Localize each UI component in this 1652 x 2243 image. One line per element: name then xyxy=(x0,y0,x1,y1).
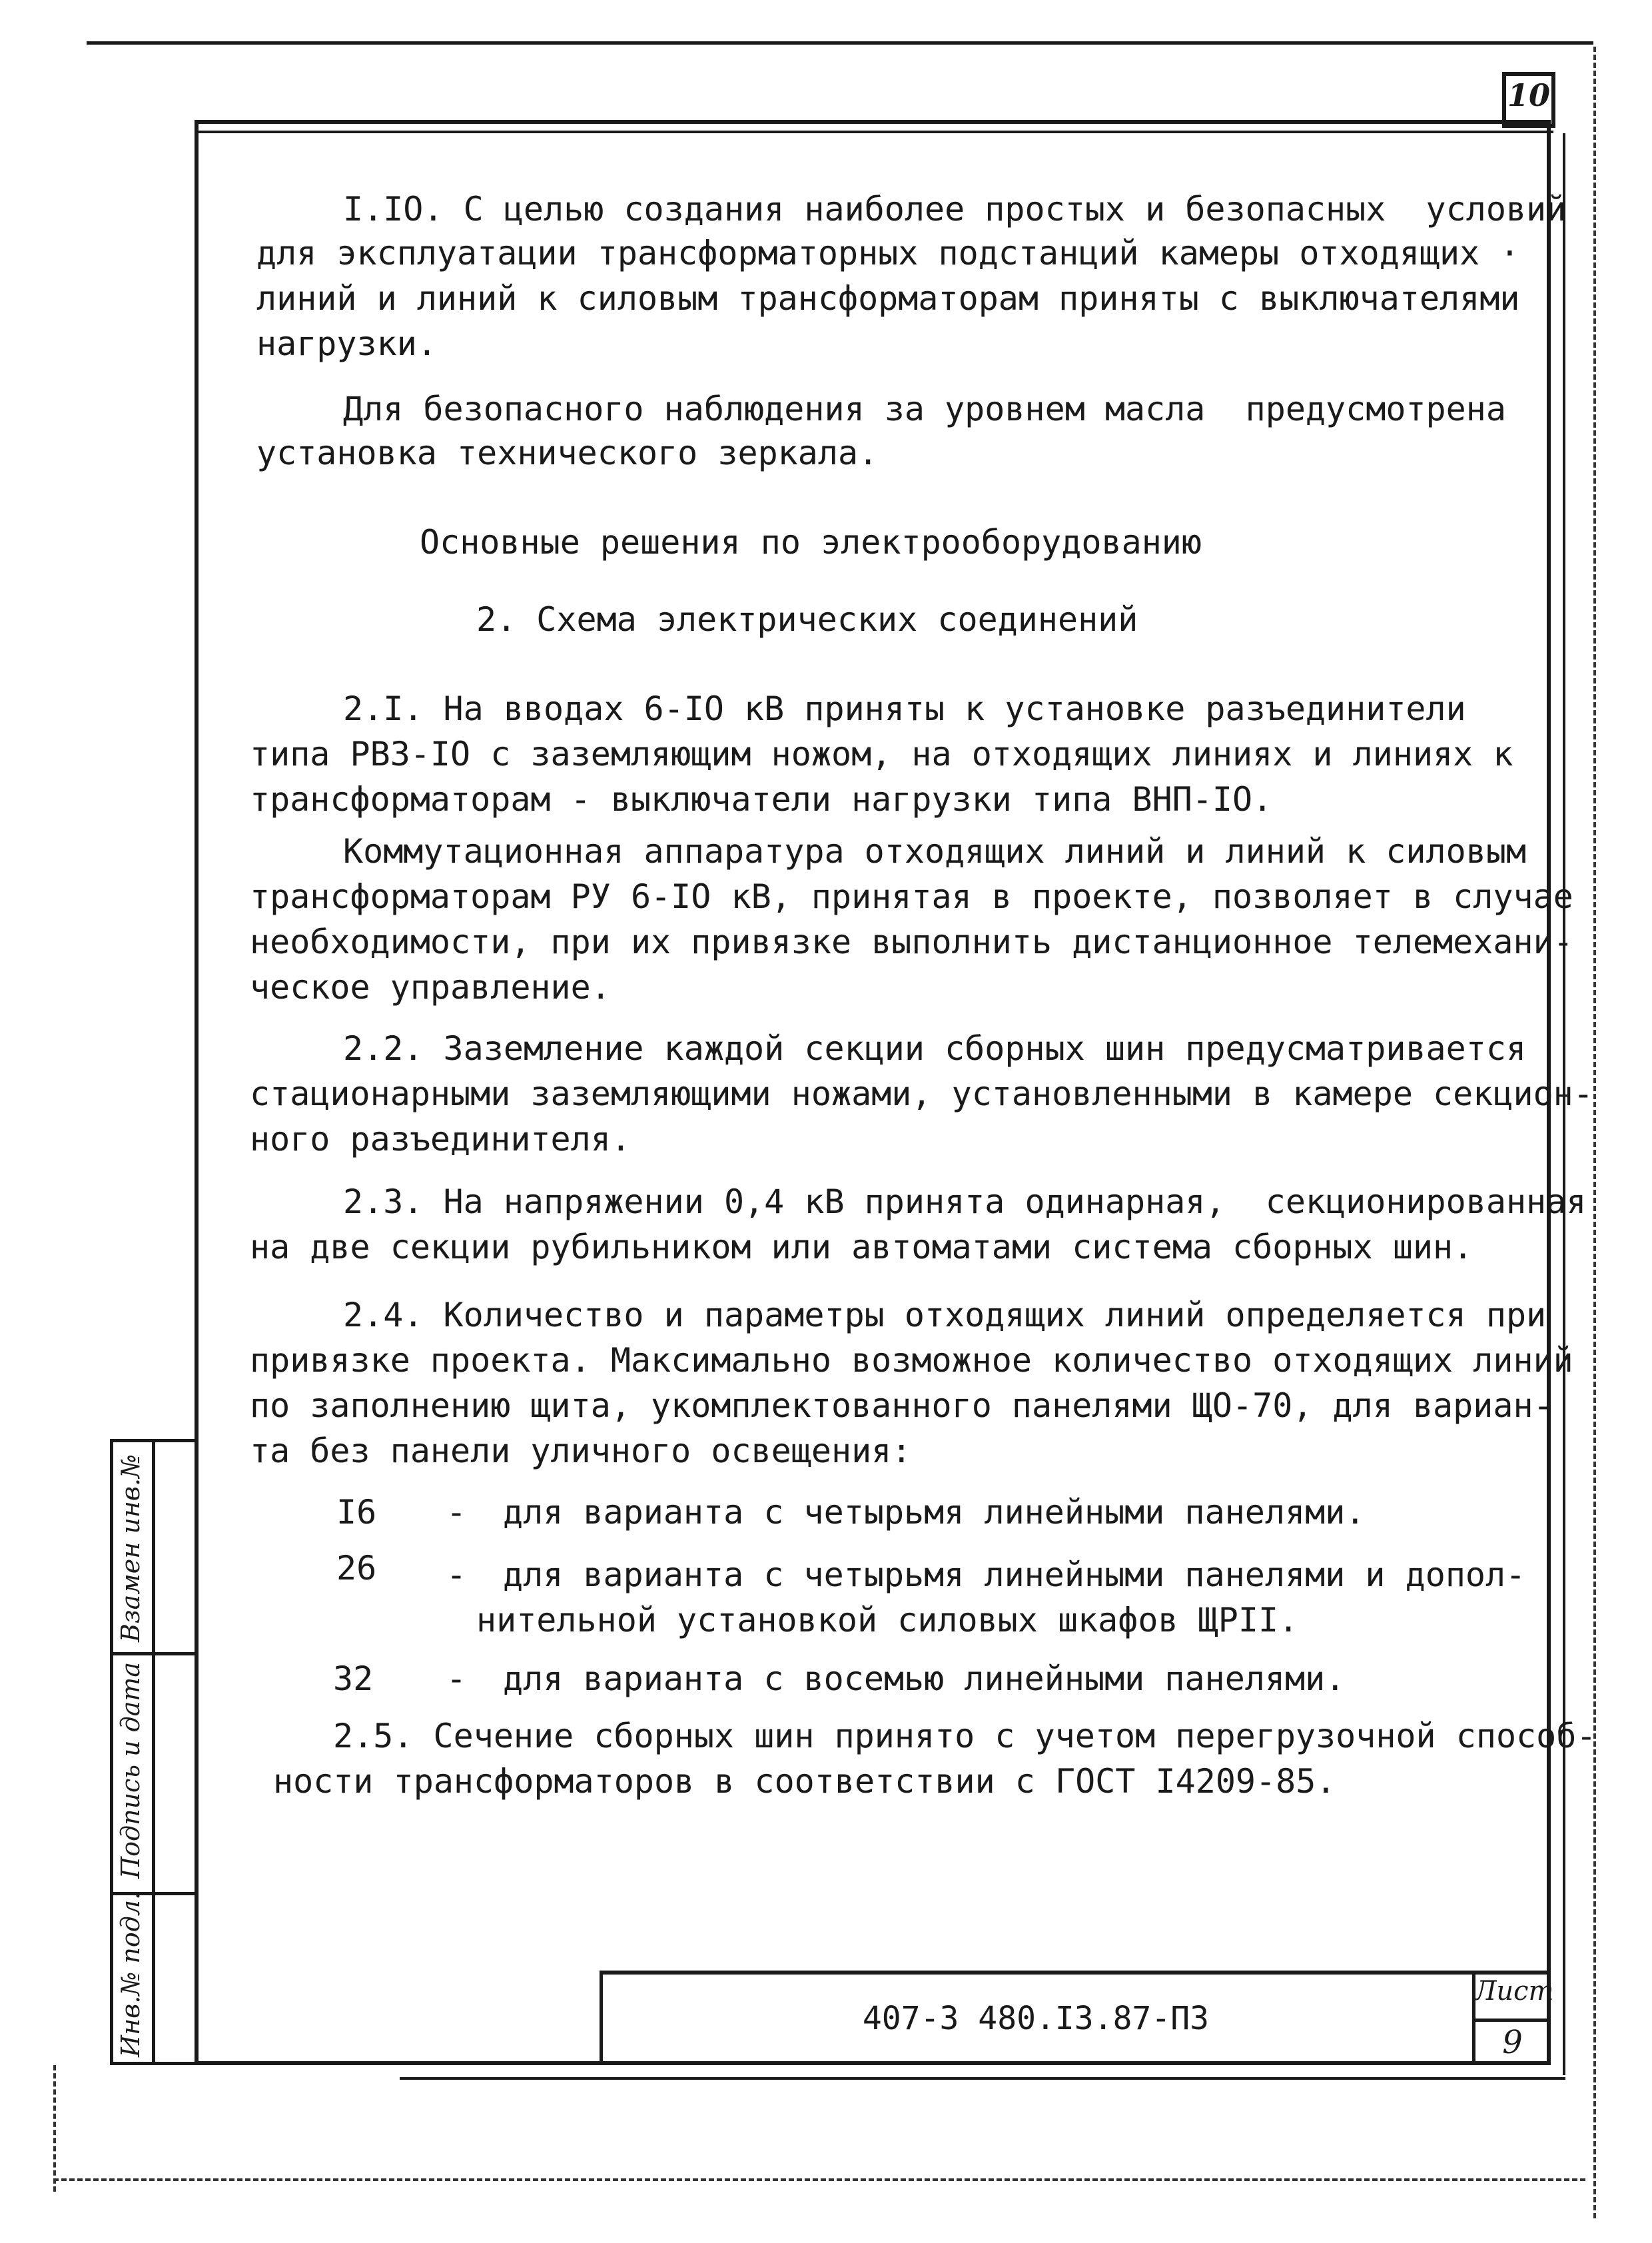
paragraph-mirror-line-2: установка технического зеркала. xyxy=(256,434,879,472)
heading-section-2: 2. Схема электрических соединений xyxy=(476,600,1138,639)
frame-bottom-border xyxy=(195,2061,1551,2065)
sheet-label: Лист xyxy=(1474,1976,1554,2007)
paragraph-mirror-line-1: Для безопасного наблюдения за уровнем масла предусмотрена xyxy=(343,390,1506,428)
frame-top-border xyxy=(195,120,1547,124)
page-bottom-cut-line xyxy=(53,2178,1585,2181)
page-top-edge xyxy=(87,41,1593,45)
paragraph-1-10-line-2: для эксплуатации трансформаторных подстанций камеры отходящих · xyxy=(256,234,1520,272)
variant-dash: - xyxy=(446,1493,467,1532)
paragraph-2-1-line-2: типа РВЗ-IO с заземляющим ножом, на отходящих линиях и линиях к xyxy=(250,735,1513,773)
variant-dash: - xyxy=(446,1659,467,1698)
paragraph-1-10-line-1: I.IO. С целью создания наиболее простых и безопасных условий xyxy=(343,190,1567,228)
stamp-signature-date: Подпись и дата xyxy=(116,1661,145,1879)
paragraph-1-10-line-4: нагрузки. xyxy=(256,324,437,363)
side-stamp-divider xyxy=(152,1439,155,2065)
paragraph-2-4-line-4: та без панели уличного освещения: xyxy=(250,1432,912,1470)
paragraph-2-5-line-1: 2.5. Сечение сборных шин принято с учетом перегрузочной способ- xyxy=(333,1717,1597,1755)
title-block-top-border xyxy=(600,1971,1551,1975)
sheet-cell-divider xyxy=(1472,2019,1551,2022)
paragraph-2-1-line-1: 2.I. На вводах 6-IO кВ приняты к установке разъединители xyxy=(343,689,1466,728)
variant-text-line-1: для варианта с четырьмя линейными панелями. xyxy=(503,1493,1366,1532)
paragraph-2-5-line-2: ности трансформаторов в соответствии с ГОСТ I4209-85. xyxy=(273,1762,1336,1801)
paragraph-2-4-line-2: привязке проекта. Максимально возможное количество отходящих линий xyxy=(250,1341,1573,1380)
variant-number: I6 xyxy=(336,1493,377,1532)
variant-text-line-1: для варианта с четырьмя линейными панелями и допол- xyxy=(503,1556,1526,1594)
corner-sheet-number: 10 xyxy=(1507,77,1550,113)
document-code: 407-3 480.I3.87-ПЗ xyxy=(862,2000,1210,2037)
frame-bottom-shadow-border xyxy=(400,2077,1565,2080)
stamp-replaced-inv: Взамен инв.№ xyxy=(116,1454,145,1642)
variant-text-line-1: для варианта с восемью линейными панелями. xyxy=(503,1659,1346,1698)
stamp-original-inv: Инв.№ подл. xyxy=(116,1891,145,2057)
paragraph-2-2-line-1: 2.2. Заземление каждой секции сборных шин предусматривается xyxy=(343,1029,1527,1068)
page-left-cut-line xyxy=(53,2065,56,2192)
paragraph-2-1-line-3: трансформаторам - выключатели нагрузки типа ВНП-IO. xyxy=(250,780,1273,819)
page-right-cut-line xyxy=(1593,47,1596,2218)
paragraph-2-1b-line-2: трансформаторам РУ 6-IO кВ, принятая в проекте, позволяет в случае xyxy=(250,877,1573,916)
variant-number: 26 xyxy=(336,1549,377,1587)
side-stamp-row-line-1 xyxy=(110,1652,199,1655)
frame-top-border-inner xyxy=(195,131,1553,133)
paragraph-2-3-line-2: на две секции рубильником или автоматами система сборных шин. xyxy=(250,1228,1473,1266)
paragraph-2-2-line-2: стационарными заземляющими ножами, установленными в камере секцион- xyxy=(250,1075,1593,1113)
sheet-number: 9 xyxy=(1502,2024,1523,2061)
paragraph-2-1b-line-1: Коммутационная аппаратура отходящих линий и линий к силовым xyxy=(343,832,1527,871)
paragraph-1-10-line-3: линий и линий к силовым трансформаторам приняты с выключателями xyxy=(256,279,1520,318)
paragraph-2-4-line-3: по заполнению щита, укомплектованного панелями ЩО-70, для вариан- xyxy=(250,1386,1553,1425)
variant-text-line-2: нительной установкой силовых шкафов ЩРII. xyxy=(476,1601,1299,1639)
variant-dash: - xyxy=(446,1556,467,1594)
paragraph-2-1b-line-3: необходимости, при их привязке выполнить дистанционное телемехани- xyxy=(250,923,1573,961)
paragraph-2-4-line-1: 2.4. Количество и параметры отходящих линий определяется при xyxy=(343,1296,1547,1334)
paragraph-2-1b-line-4: ческое управление. xyxy=(250,968,611,1007)
paragraph-2-2-line-3: ного разъединителя. xyxy=(250,1120,631,1158)
heading-main: Основные решения по электрооборудованию xyxy=(420,523,1202,562)
paragraph-2-3-line-1: 2.3. На напряжении 0,4 кВ принята одинарная, секционированная xyxy=(343,1182,1587,1221)
variant-number: 32 xyxy=(333,1659,374,1698)
